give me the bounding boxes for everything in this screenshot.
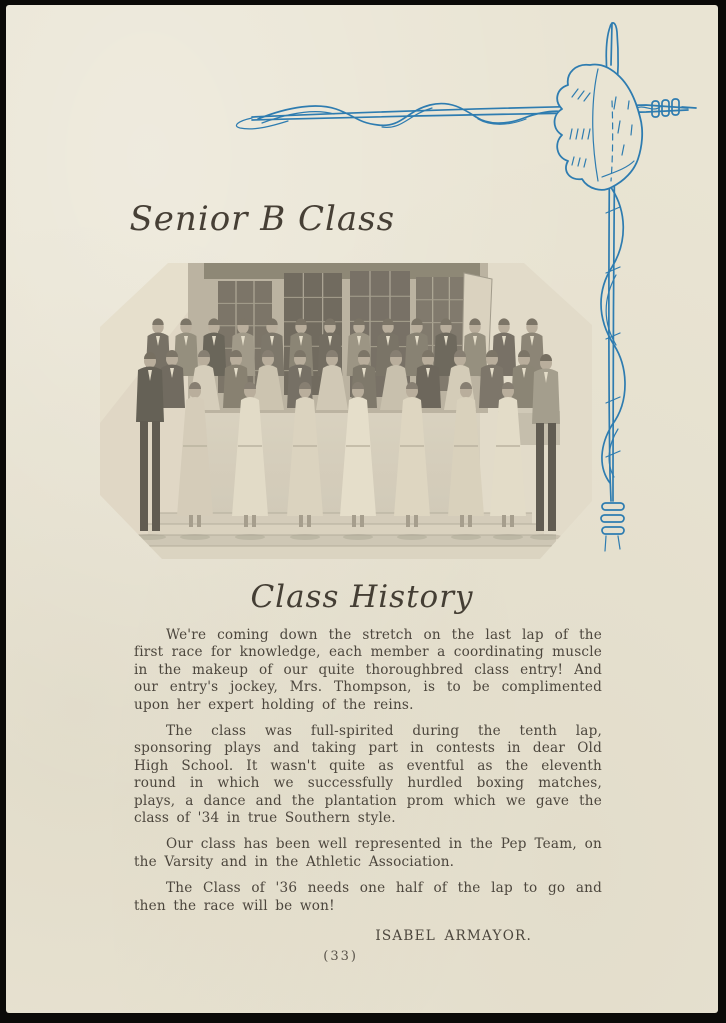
- paragraph: The class was full-spirited during the tenth lap, sponsoring plays and taking part in contests in dear Old High School. It wasn't quite as eventful as the eleventh round in which we successfully hurdled boxing matches, plays, a dance and the plantation prom which we gave the class of '34 in true Southern style.: [134, 723, 602, 827]
- paragraph: The Class of '36 needs one half of the lap to go and then the race will be won!: [134, 880, 602, 914]
- page-title: Senior B Class: [129, 199, 396, 239]
- class-history-text: [134, 627, 602, 955]
- horizontal-crop: [236, 104, 688, 129]
- yearbook-page: [6, 5, 718, 1013]
- crop-handle: [634, 99, 696, 117]
- paragraph: We're coming down the stretch on the last lap of the first race for knowledge, each member a coordinating muscle in the makeup of our quite thoroughbred class entry! And our entry's jockey, Mrs. Thompson, is to be complimented upon her expert holding of the reins.: [134, 627, 602, 713]
- vertical-crop: [601, 23, 625, 551]
- page-number: (33): [323, 949, 358, 964]
- paragraph: Our class has been well represented in the Pep Team, on the Varsity and in the Athletic Association.: [134, 836, 602, 870]
- class-photo-art: [100, 263, 592, 559]
- section-heading: Class History: [250, 579, 474, 615]
- class-photo: [100, 263, 592, 559]
- signature: ISABEL ARMAYOR.: [375, 928, 532, 945]
- jockey-cap-icon: [555, 65, 643, 190]
